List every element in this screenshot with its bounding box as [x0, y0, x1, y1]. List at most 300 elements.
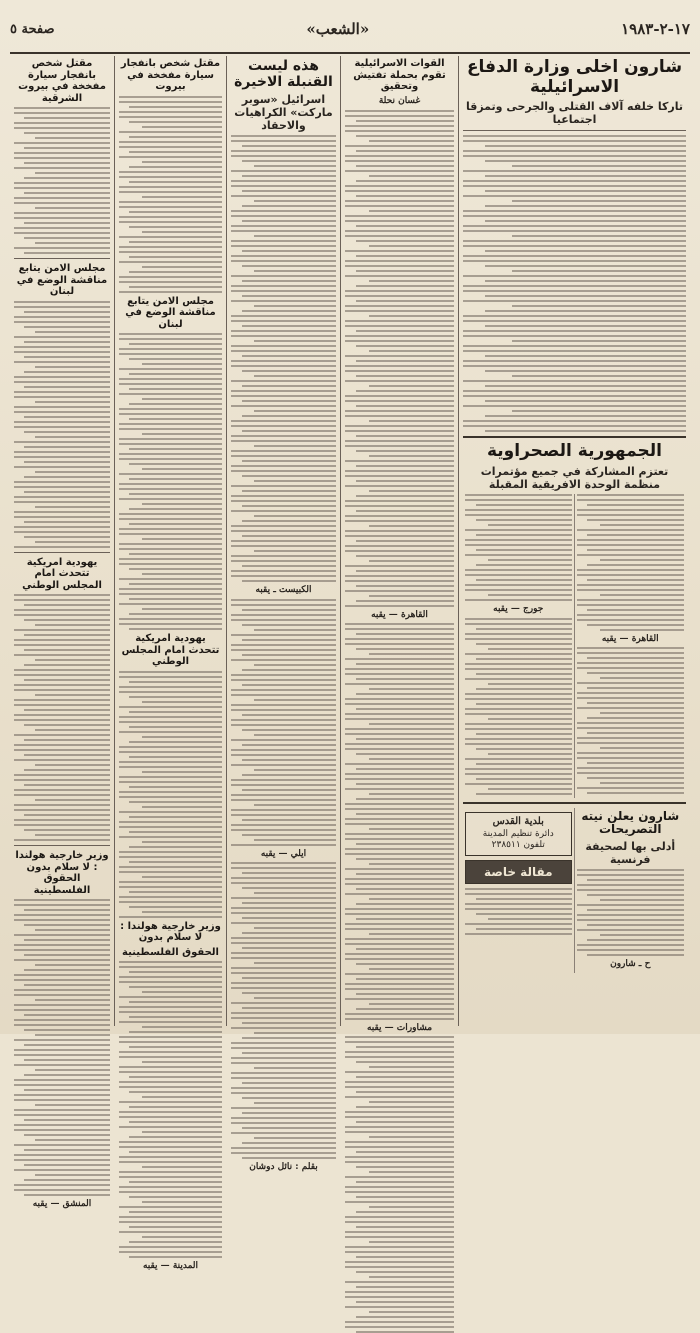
text-line [485, 295, 686, 297]
text-line [119, 766, 222, 768]
text-line [231, 1107, 336, 1109]
text-line [356, 678, 454, 680]
text-line [345, 185, 454, 187]
text-line [476, 643, 572, 645]
text-line [129, 1181, 222, 1183]
text-line [345, 1146, 454, 1148]
text-line [119, 1111, 222, 1113]
text-line [24, 1044, 110, 1046]
text-line [231, 614, 336, 616]
text-line [119, 776, 222, 778]
text-line [119, 1186, 222, 1188]
divider [463, 802, 686, 804]
text-line [465, 663, 572, 665]
text-line [600, 594, 684, 596]
notice-title: بلدية القدس [492, 815, 544, 827]
text-line [14, 411, 110, 413]
text-line [35, 1104, 110, 1106]
text-line [14, 824, 110, 826]
text-line [129, 1076, 222, 1078]
text-line [356, 450, 454, 452]
text-line [356, 648, 454, 650]
text-line [142, 736, 222, 738]
text-line [465, 923, 572, 925]
col4-body-4 [119, 961, 222, 1258]
text-line [476, 658, 572, 660]
text-line [587, 609, 684, 611]
text-line [465, 618, 572, 620]
text-line [345, 668, 454, 670]
text-line [129, 1241, 222, 1243]
text-line [119, 676, 222, 678]
text-line [345, 145, 454, 147]
text-line [465, 678, 572, 680]
bottom-article [575, 808, 687, 974]
text-line [242, 744, 337, 746]
text-line [345, 623, 454, 625]
text-line [231, 967, 336, 969]
text-line [356, 1286, 454, 1288]
col3-body-3 [231, 862, 336, 1159]
text-line [345, 683, 454, 685]
text-line [129, 1196, 222, 1198]
text-line [369, 385, 454, 387]
text-line [600, 782, 684, 784]
text-line [587, 954, 684, 956]
text-line [587, 564, 684, 566]
text-line [254, 200, 336, 202]
text-line [35, 207, 110, 209]
text-line [465, 494, 572, 496]
text-line [35, 506, 110, 508]
signature: جورج — يقبه [493, 603, 544, 614]
text-line [231, 1147, 336, 1149]
text-line [231, 215, 336, 217]
text-line [345, 605, 454, 607]
text-line [231, 862, 336, 864]
text-line [24, 1134, 110, 1136]
text-line [231, 1152, 336, 1154]
text-line [24, 476, 110, 478]
text-line [587, 624, 684, 626]
text-line [476, 534, 572, 536]
text-line [242, 729, 337, 731]
text-line [129, 1121, 222, 1123]
text-line [577, 509, 685, 511]
text-line [24, 984, 110, 986]
text-line [35, 242, 110, 244]
text-line [242, 1112, 337, 1114]
text-line [345, 440, 454, 442]
text-line [369, 723, 454, 725]
text-line [356, 285, 454, 287]
text-line [14, 639, 110, 641]
text-line [119, 593, 222, 595]
text-line [119, 731, 222, 733]
text-line [356, 1076, 454, 1078]
text-line [345, 205, 454, 207]
text-line [463, 350, 686, 352]
text-line [465, 783, 572, 785]
text-line [142, 608, 222, 610]
text-line [577, 949, 685, 951]
mid-article [463, 494, 686, 798]
text-line [231, 570, 336, 572]
text-line [463, 330, 686, 332]
col2-dateline-2: مشاورات — يقبه [366, 1022, 433, 1033]
text-line [463, 180, 686, 182]
text-line [345, 305, 454, 307]
text-line [119, 101, 222, 103]
text-line [242, 669, 337, 671]
text-line [14, 1094, 110, 1096]
text-line [24, 1074, 110, 1076]
text-line [14, 1184, 110, 1186]
text-line [345, 125, 454, 127]
text-line [119, 836, 222, 838]
text-line [242, 654, 337, 656]
text-line [14, 316, 110, 318]
text-line [129, 681, 222, 683]
text-line [129, 1046, 222, 1048]
text-line [129, 1211, 222, 1213]
text-line [142, 771, 222, 773]
text-line [356, 120, 454, 122]
text-line [231, 814, 336, 816]
text-line [231, 300, 336, 302]
text-line [577, 889, 685, 891]
text-line [14, 1189, 110, 1191]
col5-body [14, 107, 110, 254]
text-line [345, 1056, 454, 1058]
text-line [14, 974, 110, 976]
text-line [369, 1136, 454, 1138]
text-line [129, 136, 222, 138]
text-line [345, 883, 454, 885]
text-line [242, 1127, 337, 1129]
text-line [231, 185, 336, 187]
text-line [129, 1226, 222, 1228]
text-line [356, 540, 454, 542]
text-line [14, 1129, 110, 1131]
text-line [231, 897, 336, 899]
col4-signature: المدينة — يقبه [142, 1261, 199, 1271]
text-line [463, 405, 686, 407]
text-line [345, 130, 454, 132]
text-line [231, 135, 336, 137]
text-line [231, 957, 336, 959]
text-line [231, 604, 336, 606]
text-line [463, 285, 686, 287]
text-line [356, 585, 454, 587]
text-line [119, 821, 222, 823]
text-line [14, 107, 110, 109]
text-line [356, 480, 454, 482]
text-line [119, 141, 222, 143]
text-line [119, 291, 222, 293]
text-line [119, 246, 222, 248]
text-line [345, 1081, 454, 1083]
text-line [119, 976, 222, 978]
text-line [14, 157, 110, 159]
text-line [465, 599, 572, 601]
text-line [369, 1066, 454, 1068]
bottom-headline: شارون يعلن نيته التصريحات [581, 808, 680, 837]
text-line [129, 726, 222, 728]
col2-headline: القوات الاسرائيلية تقوم بحملة تفتيش وتحقيق [353, 58, 446, 92]
text-line [231, 320, 336, 322]
text-line [119, 353, 222, 355]
text-line [345, 1161, 454, 1163]
text-line [231, 405, 336, 407]
text-line [35, 659, 110, 661]
text-line [577, 727, 685, 729]
text-line [577, 544, 685, 546]
text-line [24, 416, 110, 418]
text-line [231, 495, 336, 497]
text-line [356, 888, 454, 890]
text-line [345, 818, 454, 820]
text-line [14, 1024, 110, 1026]
text-line [14, 351, 110, 353]
text-line [345, 1291, 454, 1293]
notice-line: تلفون ٢٣٨٥١١ [491, 840, 545, 851]
text-line [356, 798, 454, 800]
text-line [254, 962, 336, 964]
text-line [129, 861, 222, 863]
notice-box [465, 812, 572, 856]
text-line [345, 1231, 454, 1233]
text-line [14, 481, 110, 483]
col2-signature: غسان نحلة [378, 95, 421, 106]
text-line [600, 559, 684, 561]
text-line [345, 230, 454, 232]
text-line [14, 699, 110, 701]
text-line [24, 252, 110, 254]
text-line [465, 723, 572, 725]
text-line [587, 879, 684, 881]
text-line [129, 613, 222, 615]
text-line [14, 1124, 110, 1126]
text-line [231, 1087, 336, 1089]
text-line [119, 333, 222, 335]
bottom-subheadline: أدلى بها لصحيفة فرنسية [585, 840, 676, 867]
text-line [577, 599, 685, 601]
text-line [463, 395, 686, 397]
text-line [35, 999, 110, 1001]
text-line [465, 933, 572, 935]
text-line [242, 1022, 337, 1024]
text-line [488, 648, 571, 650]
text-line [242, 385, 337, 387]
text-line [14, 959, 110, 961]
text-line [369, 350, 454, 352]
text-line [129, 1091, 222, 1093]
text-line [231, 764, 336, 766]
text-line [476, 733, 572, 735]
text-line [242, 1097, 337, 1099]
text-line [345, 823, 454, 825]
text-line [119, 966, 222, 968]
text-line [465, 509, 572, 511]
text-line [119, 221, 222, 223]
text-line [345, 1306, 454, 1308]
text-line [119, 901, 222, 903]
text-line [242, 1157, 337, 1159]
text-line [119, 1146, 222, 1148]
text-line [24, 1164, 110, 1166]
text-line [14, 122, 110, 124]
text-line [345, 415, 454, 417]
text-line [488, 524, 571, 526]
text-line [119, 393, 222, 395]
text-line [24, 909, 110, 911]
text-line [345, 1216, 454, 1218]
text-line [465, 903, 572, 905]
text-line [24, 491, 110, 493]
mid-article-body-b2 [465, 618, 572, 795]
text-line [577, 569, 685, 571]
text-line [129, 241, 222, 243]
text-line [35, 331, 110, 333]
text-line [14, 809, 110, 811]
text-line [14, 142, 110, 144]
text-line [119, 186, 222, 188]
text-line [600, 934, 684, 936]
text-line [24, 969, 110, 971]
text-line [14, 1054, 110, 1056]
text-line [512, 235, 686, 237]
text-line [369, 210, 454, 212]
text-line [24, 814, 110, 816]
text-line [119, 881, 222, 883]
col4-headline: مقتل شخص بانفجار سيارة مفخخة في بيروت [120, 58, 221, 92]
text-line [345, 425, 454, 427]
text-line [231, 555, 336, 557]
bottom-caption: ح ـ شارون [610, 959, 651, 970]
text-line [577, 652, 685, 654]
text-line [485, 325, 686, 327]
text-line [14, 217, 110, 219]
text-line [231, 530, 336, 532]
text-line [242, 370, 337, 372]
text-line [119, 671, 222, 673]
text-line [254, 340, 336, 342]
text-line [242, 220, 337, 222]
text-line [231, 1132, 336, 1134]
col5-subheadline: مجلس الامن يتابع مناقشة الوضع في لبنان [16, 263, 108, 297]
text-line [345, 500, 454, 502]
text-line [119, 961, 222, 963]
text-line [119, 131, 222, 133]
col4-body-3 [119, 671, 222, 918]
text-line [587, 924, 684, 926]
text-line [345, 340, 454, 342]
text-line [242, 160, 337, 162]
text-line [242, 325, 337, 327]
text-line [231, 799, 336, 801]
text-line [35, 964, 110, 966]
text-line [242, 430, 337, 432]
text-line [254, 235, 336, 237]
text-line [345, 838, 454, 840]
text-line [577, 884, 685, 886]
text-line [369, 175, 454, 177]
bottom-side-body [465, 888, 572, 935]
text-line [14, 1049, 110, 1051]
text-line [476, 928, 572, 930]
text-line [35, 799, 110, 801]
text-line [14, 734, 110, 736]
text-line [356, 465, 454, 467]
text-line [465, 743, 572, 745]
text-line [577, 584, 685, 586]
text-line [577, 904, 685, 906]
text-line [463, 170, 686, 172]
text-line [242, 714, 337, 716]
text-line [14, 1114, 110, 1116]
text-line [231, 724, 336, 726]
text-line [119, 408, 222, 410]
text-line [345, 1051, 454, 1053]
text-line [14, 804, 110, 806]
text-line [14, 1004, 110, 1006]
text-line [14, 112, 110, 114]
text-line [512, 165, 686, 167]
text-line [231, 180, 336, 182]
text-line [242, 535, 337, 537]
text-line [24, 724, 110, 726]
text-line [587, 549, 684, 551]
text-line [14, 789, 110, 791]
text-line [231, 285, 336, 287]
text-line [129, 786, 222, 788]
text-line [231, 694, 336, 696]
text-line [577, 647, 685, 649]
text-line [242, 280, 337, 282]
text-line [119, 746, 222, 748]
text-line [369, 1206, 454, 1208]
text-line [231, 395, 336, 397]
text-line [129, 121, 222, 123]
text-line [24, 222, 110, 224]
text-line [119, 423, 222, 425]
col5-body-4 [14, 899, 110, 1196]
lead-headline: شارون اخلى وزارة الدفاع الاسرائيلية [466, 57, 683, 97]
text-line [24, 147, 110, 149]
text-line [254, 839, 336, 841]
text-line [24, 431, 110, 433]
text-line [35, 1069, 110, 1071]
text-line [231, 465, 336, 467]
text-line [231, 545, 336, 547]
text-line [119, 191, 222, 193]
text-line [24, 326, 110, 328]
text-line [231, 1117, 336, 1119]
text-line [577, 869, 685, 871]
text-line [231, 784, 336, 786]
text-line [231, 1077, 336, 1079]
text-line [345, 275, 454, 277]
text-line [14, 1159, 110, 1161]
text-line [24, 371, 110, 373]
text-line [119, 1081, 222, 1083]
text-line [577, 682, 685, 684]
text-line [119, 791, 222, 793]
text-line [231, 809, 336, 811]
text-line [345, 808, 454, 810]
text-line [129, 478, 222, 480]
